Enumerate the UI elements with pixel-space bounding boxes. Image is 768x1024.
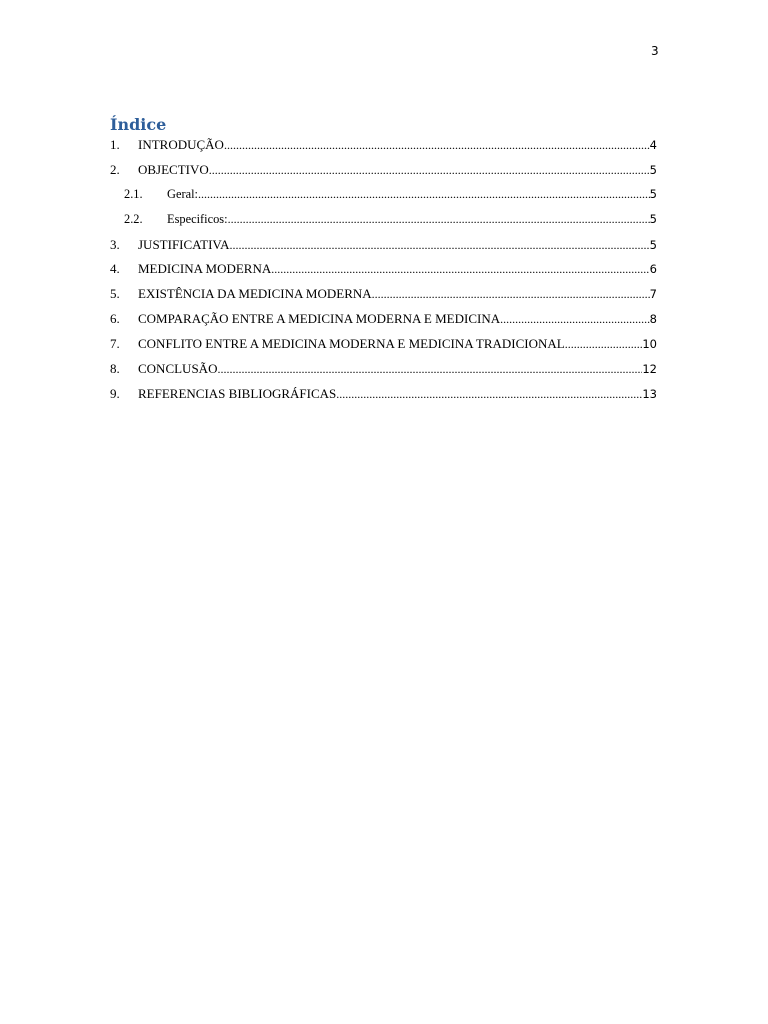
toc-entry-title: INTRODUÇÃO [138,137,224,152]
toc-entry-page: 12 [642,362,657,377]
toc-entry[interactable] [110,336,657,361]
dot-leader [500,312,650,327]
toc-entry-page: 5 [649,162,657,177]
toc-entry[interactable] [110,187,657,212]
toc-entry-page: 5 [649,237,657,252]
toc-entry-title: Geral: [167,186,198,201]
toc-entry-title: REFERENCIAS BIBLIOGRÁFICAS [138,385,337,401]
page-number: 3 [651,44,659,58]
toc-entry[interactable] [110,361,657,386]
toc-entry-title: JUSTIFICATIVA [138,236,230,252]
toc-entry-title: EXISTÊNCIA DA MEDICINA MODERNA [138,286,372,302]
dot-leader [372,287,650,302]
toc-entry-page: 7 [649,287,657,302]
toc-entry-page: 8 [649,312,657,327]
toc-entry-number: 5. [110,286,120,302]
dot-leader [198,187,650,202]
toc-entry-title: OBJECTIVO [138,161,209,177]
toc-entry-number: 2.1. [124,186,143,201]
toc-entry-title: CONCLUSÃO [138,361,218,377]
toc-entry-title: Especificos: [167,211,228,226]
toc-entry-number: 6. [110,311,120,327]
toc-entry[interactable] [110,162,657,187]
toc-entry-number: 3. [110,236,120,252]
toc-entry[interactable] [110,137,657,162]
toc-entry[interactable] [110,311,657,336]
toc-entry-page: 6 [649,262,657,277]
toc-entry-page: 13 [642,386,657,401]
toc-entry-title: CONFLITO ENTRE A MEDICINA MODERNA E MEDICINA TRADICIONAL [138,336,565,352]
toc-entry-title: MEDICINA MODERNA [138,261,272,277]
toc-entry-number: 1. [110,137,120,152]
toc-entry-number: 2.2. [124,211,143,226]
toc-entry-number: 9. [110,385,120,401]
toc-entry[interactable] [110,237,657,262]
toc-entry-page: 5 [649,211,657,226]
toc-entry[interactable] [110,212,657,237]
toc-entry-title: COMPARAÇÃO ENTRE A MEDICINA MODERNA E MEDICINA [138,311,501,327]
toc-entry-number: 4. [110,261,120,277]
table-of-contents [110,137,657,411]
dot-leader [217,362,642,377]
toc-entry-page: 10 [642,337,657,352]
dot-leader [209,163,650,178]
dot-leader [336,387,642,402]
toc-entry-number: 2. [110,161,120,177]
toc-entry-number: 7. [110,336,120,352]
dot-leader [565,337,643,352]
toc-entry[interactable] [110,261,657,286]
dot-leader [224,138,650,153]
dot-leader [228,212,650,227]
toc-entry[interactable] [110,386,657,411]
dot-leader [230,238,650,253]
toc-entry[interactable] [110,286,657,311]
toc-title: Índice [110,115,167,134]
toc-entry-number: 8. [110,361,120,377]
dot-leader [271,262,649,277]
toc-entry-page: 4 [649,138,657,152]
toc-entry-page: 5 [649,186,657,201]
